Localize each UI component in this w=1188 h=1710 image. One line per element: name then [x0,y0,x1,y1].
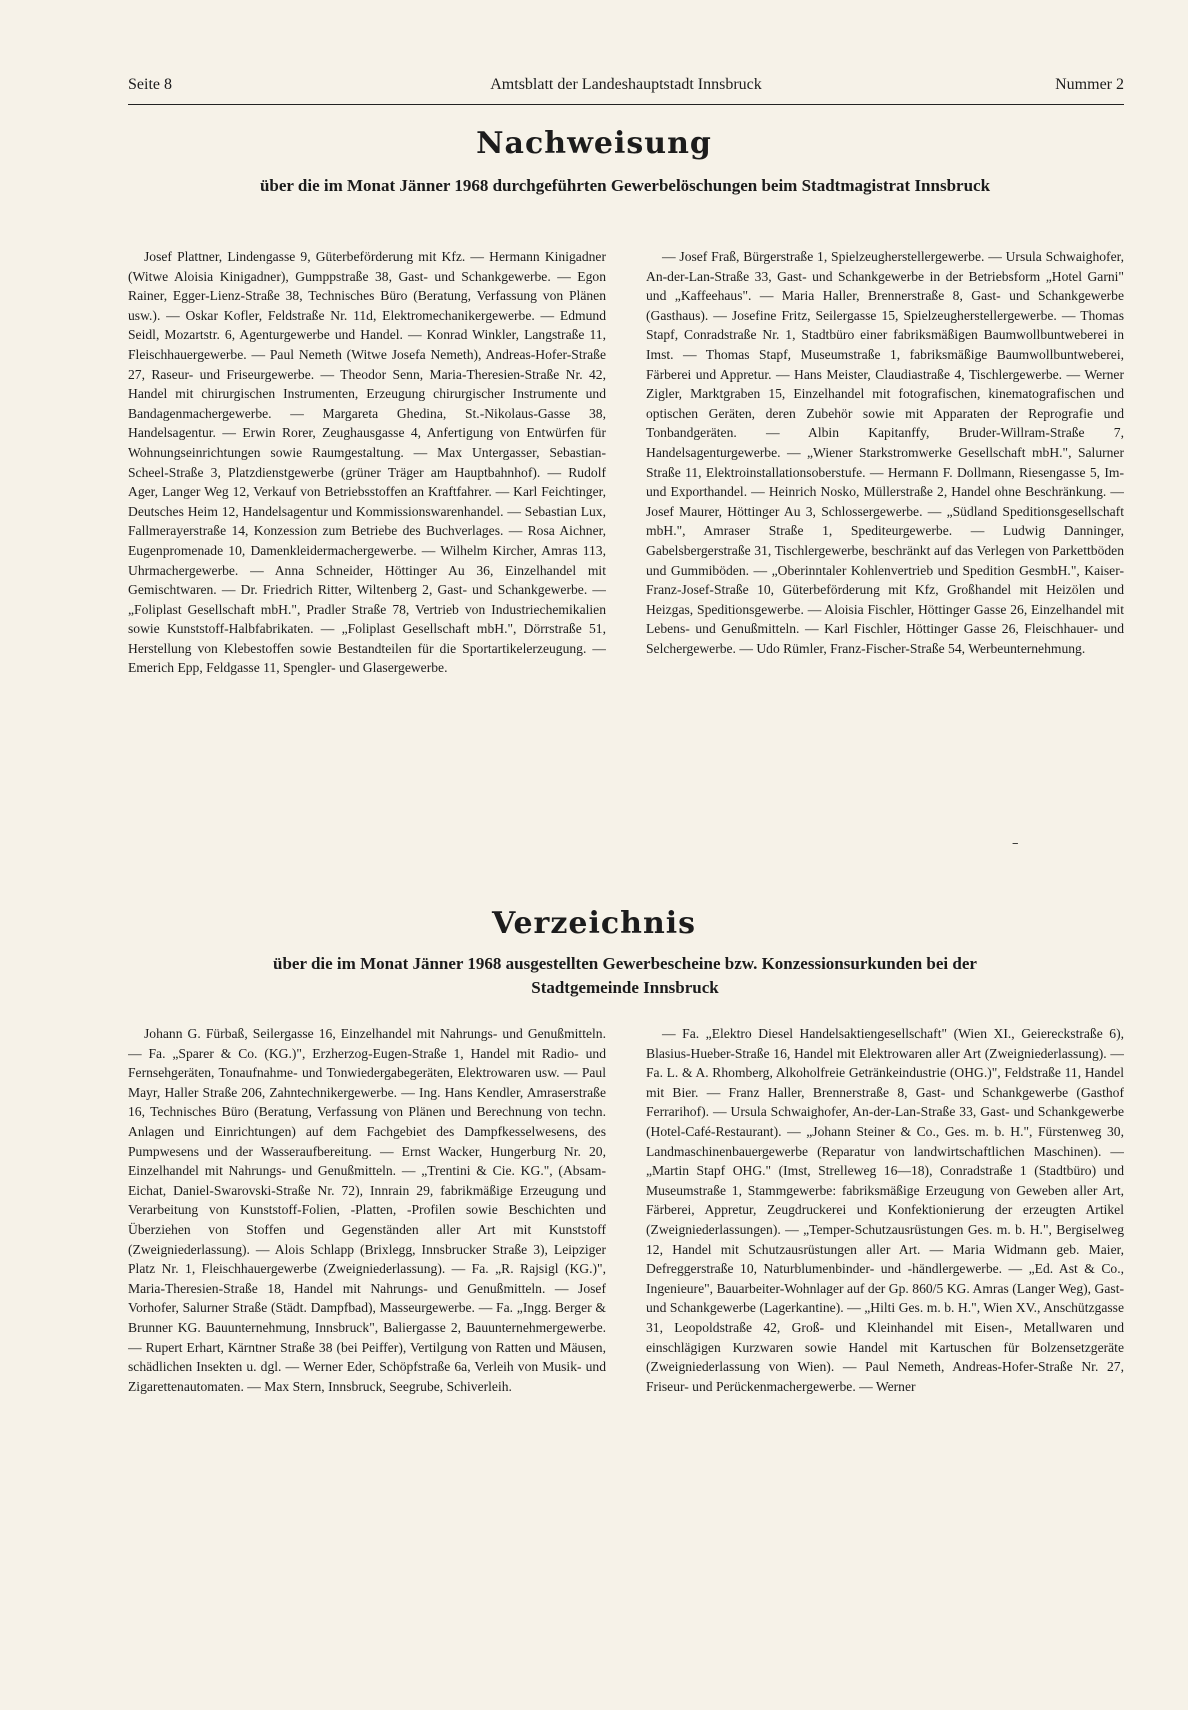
page-number: Seite 8 [128,76,172,93]
section1-title: Nachweisung [476,126,712,161]
section2-subtitle: über die im Monat Jänner 1968 ausgestellten Gewerbescheine bzw. Konzessionsurkunden bei der Stadtgemeinde Innsbruck [273,954,977,997]
section1-subtitle: über die im Monat Jänner 1968 durchgeführten Gewerbelöschungen beim Stadtmagistrat Innsbruck [259,176,991,195]
issue-number: Nummer 2 [1055,76,1124,93]
section2-title: Verzeichnis [491,906,697,941]
section-end-mark: – [1012,836,1019,851]
page-header [128,76,1124,105]
section2-column-left: Johann G. Fürbaß, Seilergasse 16, Einzelhandel mit Nahrungs- und Genußmitteln. — Fa. „Sparer & Co. (KG.)", Erzherzog-Eugen-Straße 1, Handel mit Radio- und Fernsehgeräten, Tonaufnahme- und Tonwiedergabegeräten, Elektrowaren usw. — Paul Mayr, Haller Straße 206, Zahntechnikergewerbe. — Ing. Hans Kendler, Amraserstraße 16, Technisches Büro (Beratung, Verfassung von Plänen und Berechnung von techn. Anlagen und Einrichtungen) auf dem Fachgebiet des Dampfkesselwesens, des Pumpwesens und der Wasseraufbereitung. — Ernst Wacker, Hungerburg Nr. 20, Einzelhandel mit Nahrungs- und Genußmitteln. — „Trentini & Cie. KG.", (Absam-Eichat, Daniel-Swarovski-Straße Nr. 72), Innrain 29, fabrikmäßige Erzeugung und Verarbeitung von Kunststoff-Folien, -Platten, -Profilen sowie Beschichten und Überziehen von Stoffen und Gegenständen aller Art mit Kunststoff (Zweigniederlassung). — Alois Schlapp (Brixlegg, Innsbrucker Straße 3), Leipziger Platz Nr. 1, Fleischhauergewerbe (Zweigniederlassung). — Fa. „R. Rajsigl (KG.)", Maria-Theresien-Straße 18, Handel mit Nahrungs- und Genußmitteln. — Josef Vorhofer, Salurner Straße (Städt. Dampfbad), Masseurgewerbe. — Fa. „Ingg. Berger & Brunner KG. Bauunternehmung, Innsbruck", Baliergasse 2, Bauunternehmergewerbe. — Rupert Erhart, Kärntner Straße 38 (bei Peiffer), Vertilgung von Ratten und Mäusen, schädlichen Insekten u. dgl. — Werner Eder, Schöpfstraße 6a, Verleih von Musik- und Zigarettenautomaten. — Max Stern, Innsbruck, Seegrube, Schiverleih. [128,1026,606,1394]
section2-column-right: — Fa. „Elektro Diesel Handelsaktiengesellschaft" (Wien XI., Geiereckstraße 6), Blasius-Hueber-Straße 16, Handel mit Elektrowaren aller Art (Zweigniederlassung). — Fa. L. & A. Rhomberg, Alkoholfreie Getränkeindustrie (OHG.)", Feldstraße 11, Handel mit Bier. — Franz Haller, Brennerstraße 8, Gast- und Schankgewerbe (Gasthof Ferrarihof). — Ursula Schwaighofer, An-der-Lan-Straße 33, Gast- und Schankgewerbe (Hotel-Café-Restaurant). — „Johann Steiner & Co., Ges. m. b. H.", Fürstenweg 30, Landmaschinenbauergewerbe (Reparatur von landwirtschaftlichen Maschinen). — „Martin Stapf OHG." (Imst, Strelleweg 16—18), Conradstraße 1 (Stadtbüro) und Museumstraße 1, Stammgewerbe: fabriksmäßige Erzeugung von Geweben aller Art, Färberei, Appretur, Zeugdruckerei und Konfektionierung der erzeugten Artikel (Zweigniederlassungen). — „Temper-Schutzausrüstungen Ges. m. b. H.", Bergiselweg 12, Handel mit Schutzausrüstungen aller Art. — Maria Widmann geb. Maier, Defreggerstraße 10, Naturblumenbinder- und -händlergewerbe. — „Ed. Ast & Co., Ingenieure", Bauarbeiter-Wohnlager auf der Gp. 860/5 KG. Amras (Langer Weg), Gast- und Schankgewerbe (Lagerkantine). — „Hilti Ges. m. b. H.", Wien XV., Anschützgasse 31, Leopoldstraße 42, Groß- und Kleinhandel mit Eisen-, Metallwaren und einschlägigen Kurzwaren sowie Handel mit Kartuschen für Bolzensetzgeräte (Zweigniederlassung von Wien). — Paul Nemeth, Andreas-Hofer-Straße Nr. 27, Friseur- und Perückenmachergewerbe. — Werner [646,1026,1124,1394]
publication-title: Amtsblatt der Landeshauptstadt Innsbruck [490,76,762,93]
section1-column-right: — Josef Fraß, Bürgerstraße 1, Spielzeugherstellergewerbe. — Ursula Schwaighofer, An-der-Lan-Straße 33, Gast- und Schankgewerbe in der Betriebsform „Hotel Garni" und „Kaffeehaus". — Maria Haller, Brennerstraße 8, Gast- und Schankgewerbe (Gasthaus). — Josefine Fritz, Seilergasse 15, Spielzeugherstellergewerbe. — Thomas Stapf, Conradstraße Nr. 1, Stadtbüro einer fabriksmäßigen Baumwollbuntweberei in Imst. — Thomas Stapf, Museumstraße 1, fabriksmäßige Baumwollbuntweberei, Färberei und Appretur. — Hans Meister, Claudiastraße 4, Tischlergewerbe. — Werner Zigler, Marktgraben 15, Einzelhandel mit fotografischen, kinematografischen und optischen Geräten, deren Zubehör sowie mit Apparaten der Reprografie und Tonbandgeräten. — Albin Kapitanffy, Bruder-Willram-Straße 7, Handelsagenturgewerbe. — „Wiener Starkstromwerke Gesellschaft mbH.", Salurner Straße 11, Elektroinstallationsoberstufe. — Hermann F. Dollmann, Riesengasse 5, Im- und Exporthandel. — Heinrich Nosko, Müllerstraße 2, Handel ohne Beschränkung. — Josef Maurer, Höttinger Au 3, Schlossergewerbe. — „Südland Speditionsgesellschaft mbH.", Amraser Straße 1, Spediteurgewerbe. — Ludwig Danninger, Gabelsbergerstraße 31, Tischlergewerbe, beschränkt auf das Verlegen von Parkettböden und Gummiböden. — „Oberinntaler Kohlenvertrieb und Spedition GesmbH.", Kaiser-Franz-Josef-Straße 10, Güterbeförderung mit Kfz, Großhandel mit Heizölen und Heizgas, Speditionsgewerbe. — Aloisia Fischler, Höttinger Gasse 26, Einzelhandel mit Lebens- und Genußmitteln. — Karl Fischler, Höttinger Gasse 26, Fleischhauer- und Selchergewerbe. — Udo Rümler, Franz-Fischer-Straße 54, Werbeunternehmung. [646,249,1124,656]
section1-column-left: Josef Plattner, Lindengasse 9, Güterbeförderung mit Kfz. — Hermann Kinigadner (Witwe Aloisia Kinigadner), Gumppstraße 38, Gast- und Schankgewerbe. — Egon Rainer, Egger-Lienz-Straße 38, Technisches Büro (Beratung, Verfassung von Plänen usw.). — Oskar Kofler, Feldstraße Nr. 11d, Elektromechanikergewerbe. — Edmund Seidl, Mozartstr. 6, Agenturgewerbe und Handel. — Konrad Winkler, Langstraße 11, Fleischhauergewerbe. — Paul Nemeth (Witwe Josefa Nemeth), Andreas-Hofer-Straße 27, Raseur- und Friseurgewerbe. — Theodor Senn, Maria-Theresien-Straße Nr. 42, Handel mit chirurgischen Instrumenten, Erzeugung chirurgischer Instrumente und Bandagenmachergewerbe. — Margareta Ghedina, St.-Nikolaus-Gasse 38, Handelsagentur. — Erwin Rorer, Zeughausgasse 4, Anfertigung von Entwürfen für Wohnungseinrichtungen sowie Raumgestaltung. — Max Untergasser, Sebastian-Scheel-Straße 3, Platzdienstgewerbe (grüner Träger am Hauptbahnhof). — Rudolf Ager, Langer Weg 12, Verkauf von Betriebsstoffen an Kraftfahrer. — Karl Feichtinger, Deutsches Heim 12, Handelsagentur und Kommissionswarenhandel. — Sebastian Lux, Fallmerayerstraße 14, Konzession zum Betriebe des Buchverlages. — Rosa Aichner, Eugenpromenade 10, Damenkleidermachergewerbe. — Wilhelm Kircher, Amras 113, Uhrmachergewerbe. — Anna Schneider, Höttinger Au 36, Einzelhandel mit Gemischtwaren. — Dr. Friedrich Ritter, Wiltenberg 2, Gast- und Schankgewerbe. — „Foliplast Gesellschaft mbH.", Pradler Straße 78, Vertrieb von Industriechemikalien sowie Kunststoff-Halbfabrikaten. — „Foliplast Gesellschaft mbH.", Dörrstraße 51, Herstellung von Klebestoffen sowie Bestandteilen für die Sportartikelerzeugung. — Emerich Epp, Feldgasse 11, Spengler- und Glasergewerbe. [128,249,606,676]
